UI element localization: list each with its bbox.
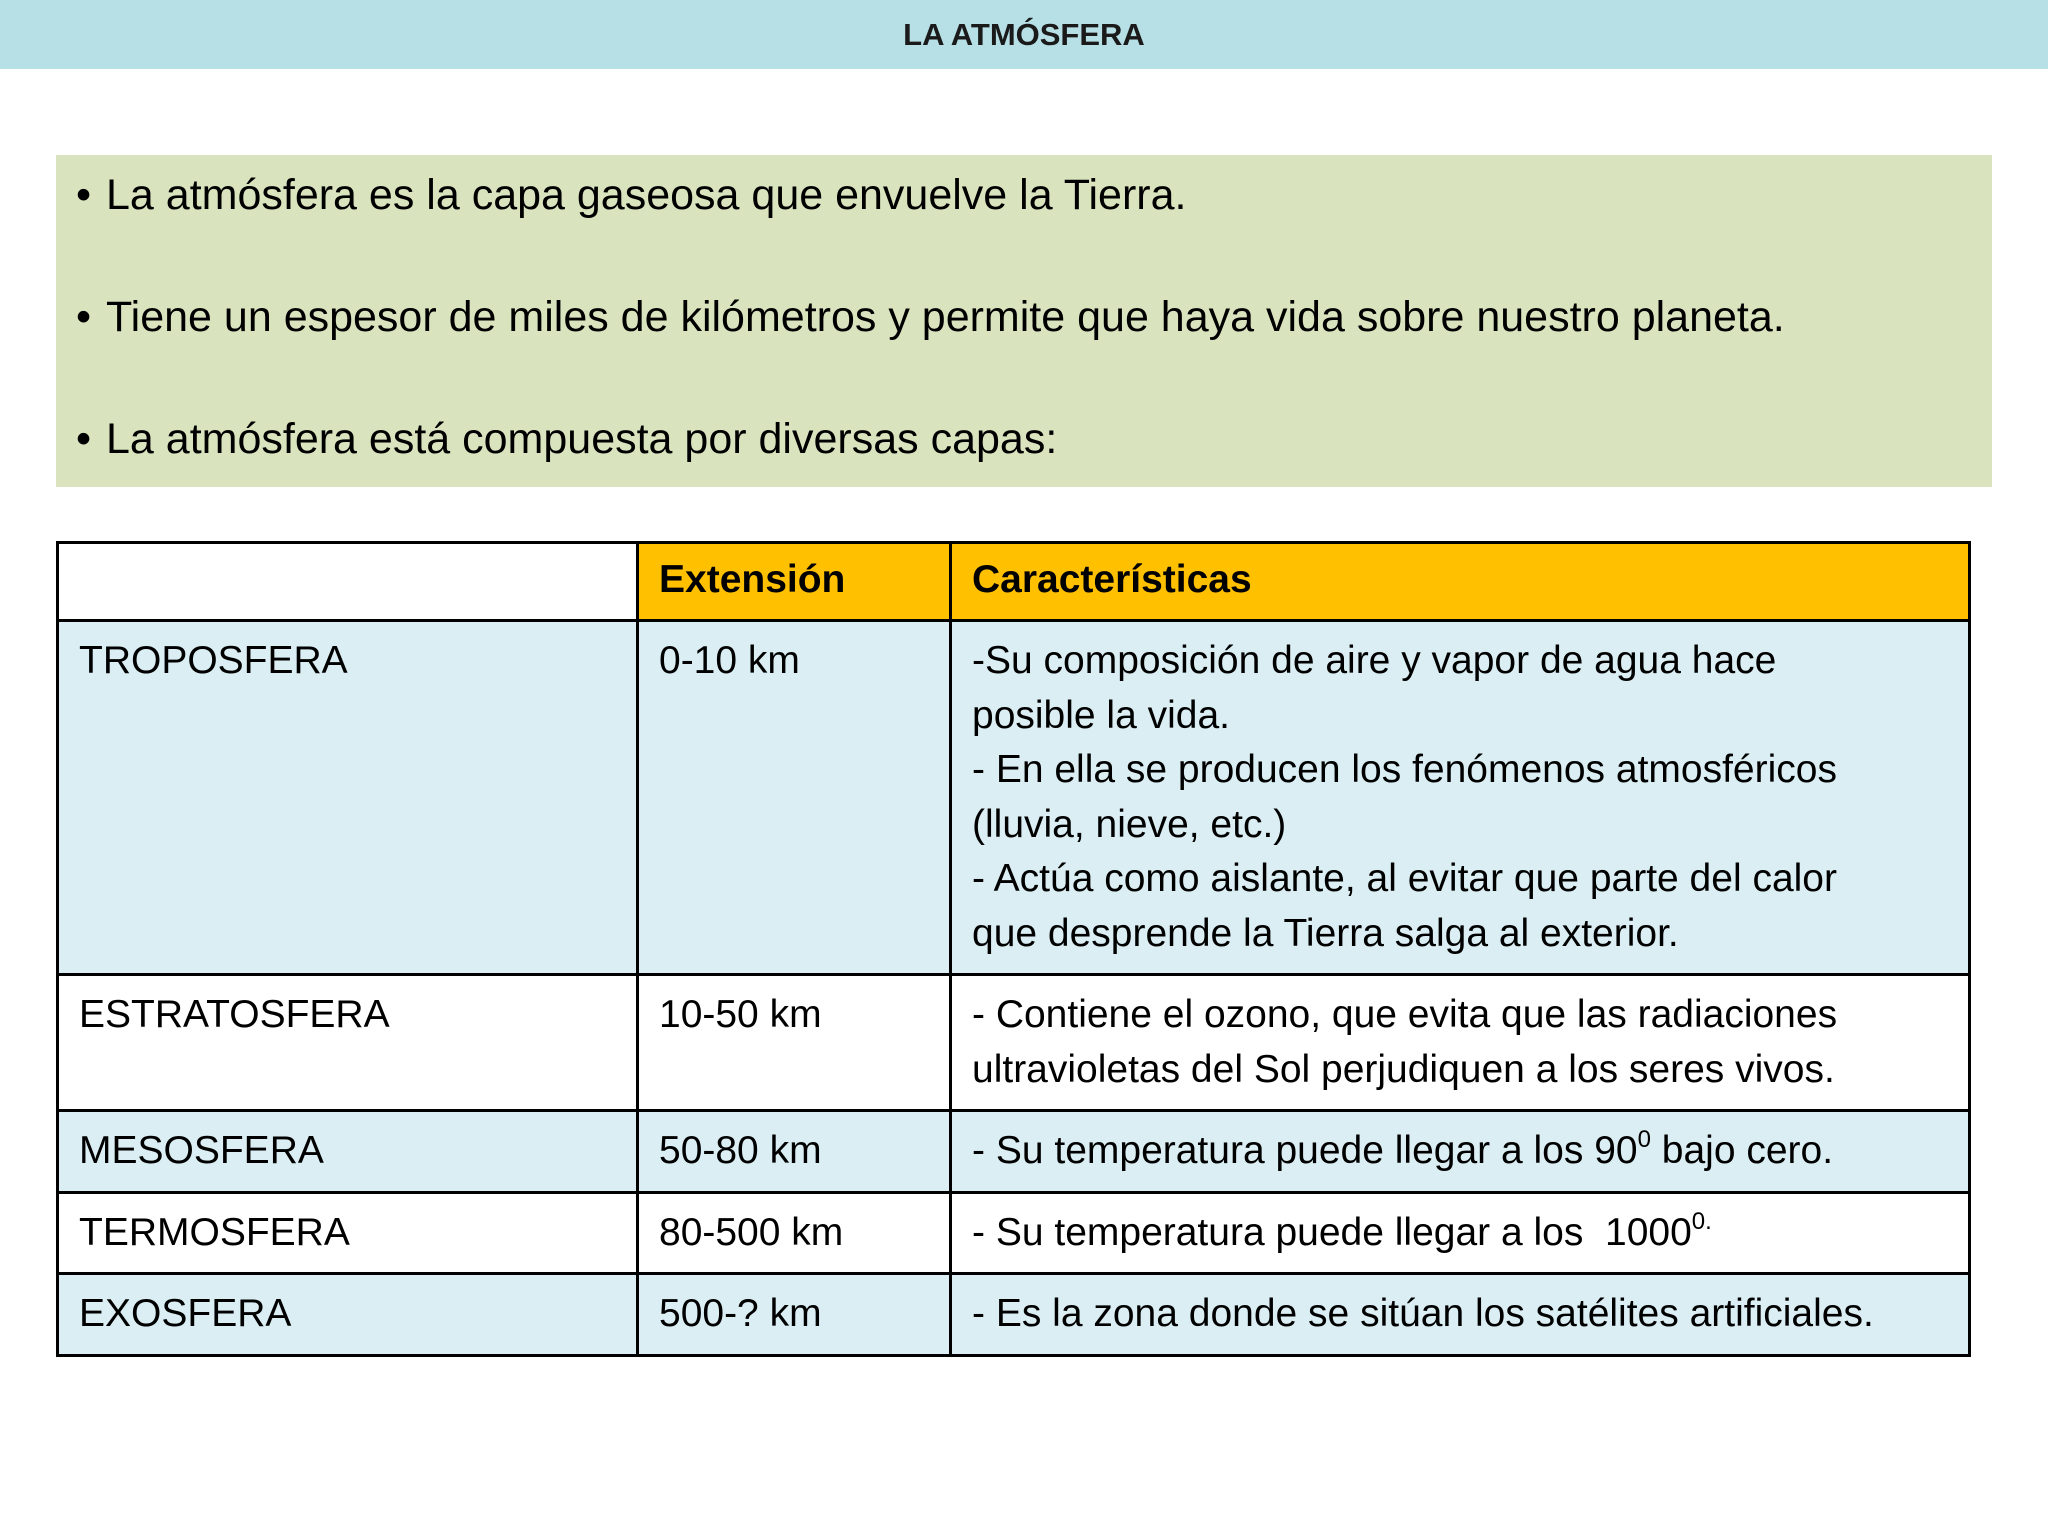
bullet-icon: •: [76, 415, 92, 463]
intro-bullet: • La atmósfera es la capa gaseosa que envuelve la Tierra.: [76, 171, 1187, 219]
intro-box: [56, 155, 1992, 487]
atmosphere-layers-table: [56, 541, 1971, 1357]
header-extension: Extensión: [638, 543, 951, 621]
layer-characteristics: - Contiene el ozono, que evita que las radiaciones ultravioletas del Sol perjudiquen a los seres vivos.: [951, 975, 1970, 1111]
layer-characteristics: - Es la zona donde se sitúan los satélites artificiales.: [951, 1274, 1970, 1356]
layer-extension: 500-? km: [638, 1274, 951, 1356]
intro-bullet: • Tiene un espesor de miles de kilómetros y permite que haya vida sobre nuestro planeta.: [76, 293, 1785, 341]
superscript: 0.: [1691, 1207, 1712, 1235]
bullet-icon: •: [76, 293, 92, 341]
table-row: [58, 975, 1970, 1111]
superscript: 0: [1637, 1126, 1651, 1153]
layer-extension: 50-80 km: [638, 1111, 951, 1193]
table-row: [58, 1111, 1970, 1193]
page-title: LA ATMÓSFERA: [903, 16, 1145, 52]
table-header-row: [58, 543, 1970, 621]
layer-name: EXOSFERA: [58, 1274, 638, 1356]
title-bar: [0, 0, 2048, 69]
header-layer: [58, 543, 638, 621]
layer-extension: 80-500 km: [638, 1192, 951, 1274]
layer-characteristics: - Su temperatura puede llegar a los $1000^{0.}$: [951, 1192, 1970, 1274]
layer-name: TROPOSFERA: [58, 621, 638, 975]
layer-characteristics: - Su temperatura puede llegar a los $90^0$ bajo cero.: [951, 1111, 1970, 1193]
table-row: [58, 1274, 1970, 1356]
table-row: [58, 1192, 1970, 1274]
header-characteristics: Características: [951, 543, 1970, 621]
layer-name: TERMOSFERA: [58, 1192, 638, 1274]
layer-name: ESTRATOSFERA: [58, 975, 638, 1111]
layer-extension: 0-10 km: [638, 621, 951, 975]
layer-characteristics: -Su composición de aire y vapor de agua hace posible la vida. - En ella se producen los fenómenos atmosféricos (lluvia, nieve, etc.) - Actúa como aislante, al evitar que parte del calor que desprende la Tierra salga al exterior.: [951, 621, 1970, 975]
intro-bullet: • La atmósfera está compuesta por diversas capas:: [76, 415, 1058, 463]
layer-name: MESOSFERA: [58, 1111, 638, 1193]
layer-extension: 10-50 km: [638, 975, 951, 1111]
bullet-icon: •: [76, 171, 92, 219]
table-row: [58, 621, 1970, 975]
